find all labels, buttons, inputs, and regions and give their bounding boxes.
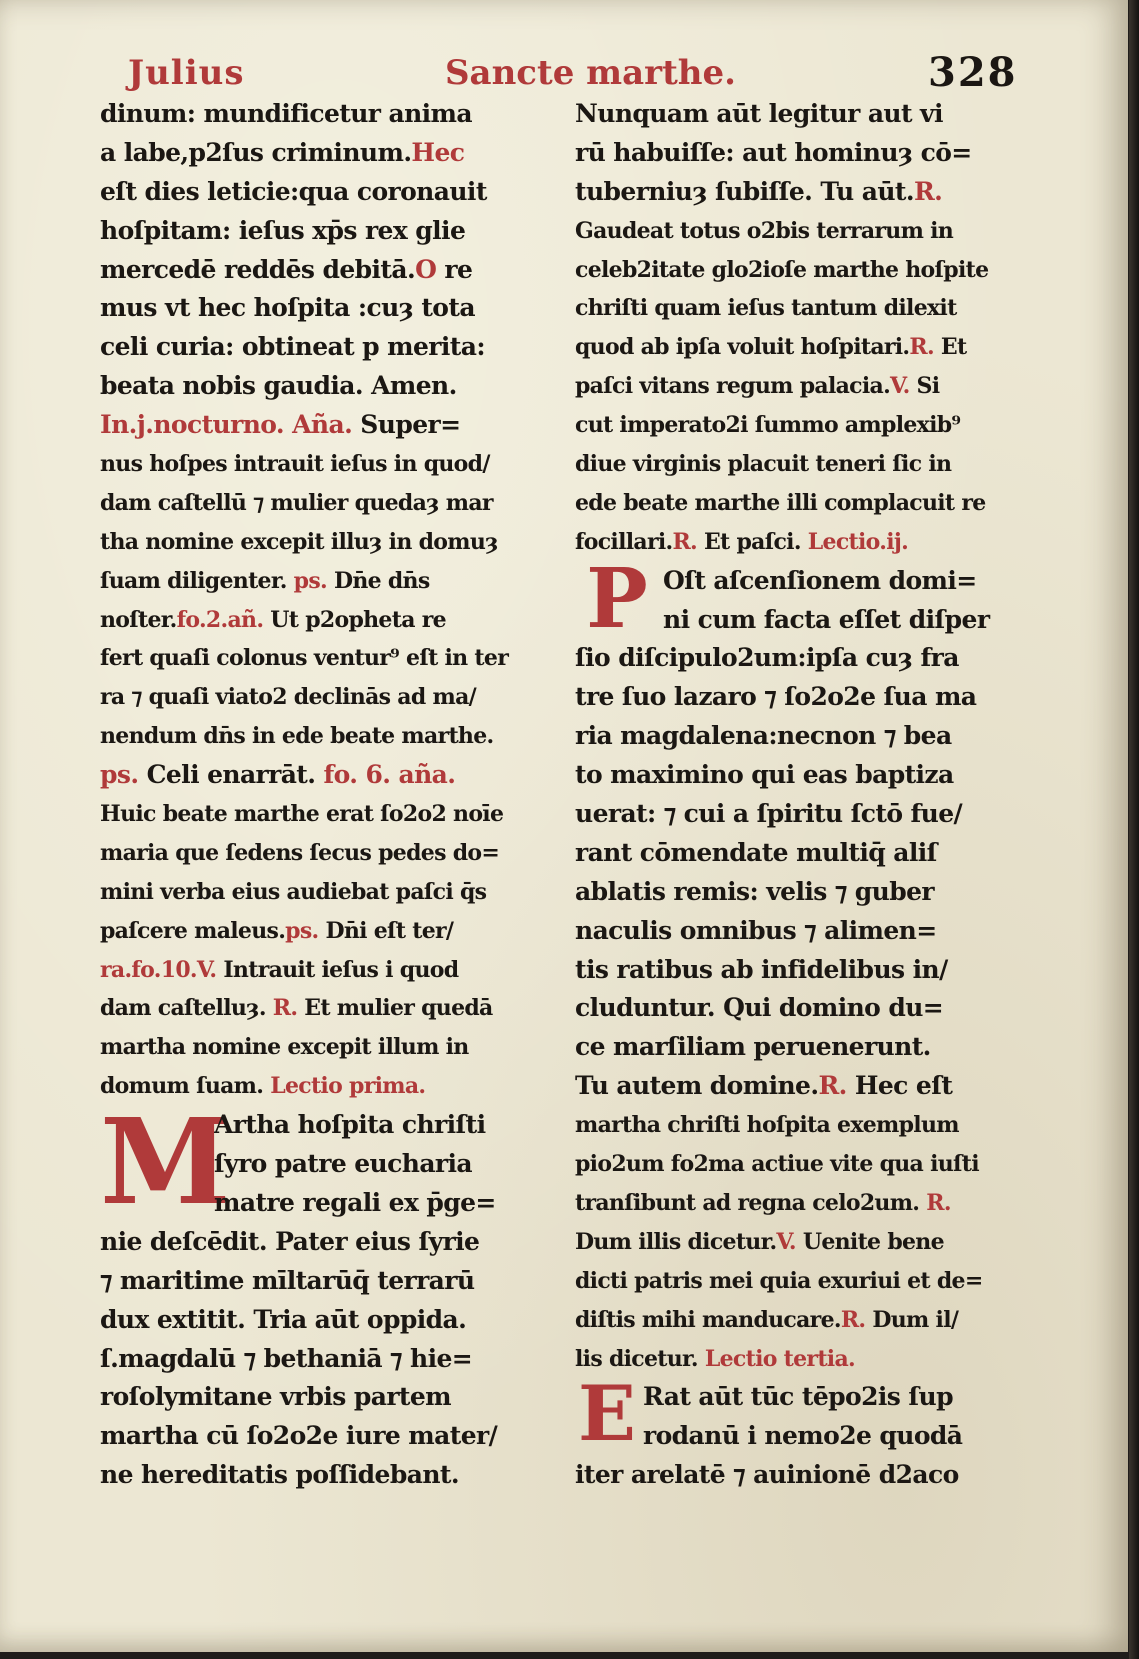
text-line: cluduntur. Qui domino du= [575, 993, 944, 1023]
right-column [575, 95, 1015, 1495]
text-line: Artha hoſpita chriſti [214, 1110, 486, 1140]
text-line: Nunquam aūt legitur aut vi [575, 99, 943, 128]
text-line: dicti patris mei quia exuriui et de= [575, 1267, 983, 1294]
rubric-ps: ps. [293, 567, 327, 594]
text-line: ablatis remis: velis ⁊ guber [575, 876, 934, 906]
text-line: nus hoſpes intrauit ieſus in quod/ [100, 451, 490, 478]
lectio-secunda-block [575, 550, 1015, 647]
text-line: pio2um fo2ma actiue vite qua iuſti [575, 1151, 979, 1178]
text-line: eſt dies leticie:qua coronauit [100, 176, 487, 206]
text-line: Oſt aſcenſionem domi= [663, 565, 977, 595]
text-line: Dum illis dicetur.V. Uenite bene [575, 1228, 944, 1255]
text-line: ⁊ maritime mīltarūq̄ terrarū [100, 1265, 475, 1295]
text-line: Rat aūt tūc tēpo2is ſup [643, 1382, 953, 1412]
text-line: uerat: ⁊ cui a ſpiritu ſctō fue/ [575, 799, 963, 829]
text-line: tre ſuo lazaro ⁊ ſo2o2e ſua ma [575, 682, 977, 712]
text-line: domum ſuam. Lectio prima. [100, 1073, 426, 1100]
text-line: tha nomine excepit illuȝ in domuȝ [100, 528, 498, 555]
lectio-prima-block [100, 1092, 530, 1232]
text-line: Tu autem domine.R. Hec eſt [575, 1071, 953, 1101]
rubric-folio: fo.2.añ. [176, 606, 264, 633]
rubric-ps: ps. [285, 917, 319, 944]
red-initial-m: M [100, 1092, 231, 1232]
text-line: noſter.fo.2.añ. Ut p2opheta re [100, 606, 446, 633]
rubric-response: R. [840, 1306, 866, 1333]
text-line: ra ⁊ quaſi viato2 declinās ad ma/ [100, 684, 476, 711]
rubric-line: In.j.nocturno. Aña. Super= [100, 410, 461, 440]
red-initial-o: O [415, 254, 437, 284]
text-line: celi curia: obtineat p merita: [100, 332, 485, 362]
text-line: fert quaſi colonus ventur⁹ eſt in ter [100, 645, 509, 672]
text-line: ede beate marthe illi complacuit re [575, 489, 986, 516]
text-line: martha cū ſo2o2e iure mater/ [100, 1421, 498, 1451]
text-line: nie deſcēdit. Pater eius ſyrie [100, 1226, 480, 1256]
rubric-versicle: V. [776, 1228, 796, 1255]
text-line: quod ab ipſa voluit hoſpitari.R. Et [575, 334, 967, 361]
rubric-versicle: ra.fo.10.V. [100, 956, 217, 983]
text-line: ni cum facta eſſet diſper [663, 604, 990, 634]
text-line: hoſpitam: ieſus xp̄s rex glie [100, 215, 466, 245]
text-line: ra.fo.10.V. Intrauit ieſus i quod [100, 956, 459, 983]
text-line: ria magdalena:necnon ⁊ bea [575, 721, 952, 751]
text-line: focillari.R. Et paſci. Lectio.ij. [575, 528, 909, 555]
text-line: Huic beate marthe erat ſo2o2 noīe [100, 801, 504, 828]
text-line: dinum: mundificetur anima [100, 99, 472, 128]
text-line: matre regali ex p̄ge= [214, 1187, 496, 1217]
running-head-feast: Sancte marthe. [445, 53, 736, 93]
text-line: ne hereditatis poſſidebant. [100, 1460, 459, 1490]
text-line: ſyro patre eucharia [214, 1149, 472, 1179]
left-column [100, 95, 530, 1495]
text-line: roſolymitane vrbis partem [100, 1382, 451, 1412]
text-line: tis ratibus ab infidelibus in/ [575, 954, 948, 984]
text-line: a labe,p2ſus criminum.Hec [100, 137, 465, 167]
red-initial-hec: Hec [411, 137, 465, 167]
rubric-lectio-prima: Lectio prima. [270, 1073, 426, 1100]
rubric-folio: fo. 6. aña. [323, 760, 456, 790]
text-line: mini verba eius audiebat paſci q̄s [100, 878, 487, 905]
rubric-response: R. [272, 995, 298, 1022]
text-line: dam caſtellū ⁊ mulier quedaȝ mar [100, 489, 493, 516]
text-line: dam caſtelluȝ. R. Et mulier quedā [100, 995, 493, 1022]
red-initial-p: P [586, 550, 648, 647]
text-line: rant cōmendate multiq̄ aliſ [575, 837, 937, 867]
rubric-response: R. [818, 1071, 847, 1101]
text-line: celeb2itate glo2ioſe marthe hoſpite [575, 256, 989, 283]
text-line: martha chriſti hoſpita exemplum [575, 1112, 959, 1139]
text-line: ſuam diligenter. ps. Dn̄e dn̄s [100, 567, 430, 594]
text-line: to maximino qui eas baptiza [575, 760, 954, 790]
text-line: mercedē reddēs debitā.O re [100, 254, 473, 284]
text-line: ſio diſcipulo2um:ipſa cuȝ fra [575, 643, 959, 673]
red-initial-e: E [578, 1369, 636, 1459]
rubric-response: R. [926, 1189, 951, 1216]
rubric-nocturno: In.j.nocturno. Aña. [100, 410, 353, 440]
text-line: diue virginis placuit teneri ſic in [575, 451, 952, 478]
rubric-response: R. [672, 528, 698, 555]
text-line: ce marſiliam peruenerunt. [575, 1032, 931, 1062]
lectio-tertia-block [575, 1369, 1015, 1459]
text-line: beata nobis gaudia. Amen. [100, 371, 457, 401]
text-line: ps. Celi enarrāt. fo. 6. aña. [100, 760, 456, 790]
text-line: dux extitit. Tria aūt oppida. [100, 1304, 467, 1334]
text-line: cut imperato2i ſummo amplexib⁹ [575, 412, 961, 439]
text-line: nendum dn̄s in ede beate marthe. [100, 723, 494, 750]
rubric-versicle: V. [890, 373, 910, 400]
folio-number: 328 [928, 49, 1018, 96]
text-line: ſ.magdalū ⁊ bethaniā ⁊ hie= [100, 1343, 473, 1373]
text-line: rū habuiſſe: aut hominuȝ cō= [575, 137, 972, 167]
rubric-ps: ps. [100, 760, 139, 790]
text-line: iter arelatē ⁊ auinionē d2aco [575, 1460, 959, 1490]
text-line: diſtis mihi manducare.R. Dum il/ [575, 1306, 959, 1333]
rubric-lectio-tertia: Lectio tertia. [704, 1345, 855, 1372]
text-line: paſcere maleus.ps. Dn̄i eſt ter/ [100, 917, 454, 944]
rubric-response: R. [909, 334, 934, 361]
rubric-response: R. [913, 176, 943, 206]
running-head-month: Julius [128, 53, 245, 93]
text-line: mus vt hec hoſpita :cuȝ tota [100, 293, 475, 323]
text-line: maria que ſedens ſecus pedes do= [100, 839, 500, 866]
text-line: chriſti quam ieſus tantum dilexit [575, 295, 957, 322]
text-line: paſci vitans regum palacia.V. Si [575, 373, 940, 400]
text-line: tuberniuȝ ſubiſſe. Tu aūt.R. [575, 176, 943, 206]
rubric-lectio-secunda: Lectio.ij. [807, 528, 909, 555]
text-line: Gaudeat totus o2bis terrarum in [575, 217, 954, 244]
page-edge-shadow [1129, 0, 1139, 1659]
text-line: martha nomine excepit illum in [100, 1034, 469, 1061]
text-line: rodanū i nemo2e quodā [643, 1421, 963, 1451]
text-line: lis dicetur. Lectio tertia. [575, 1345, 855, 1372]
text-line: tranſibunt ad regna celo2um. R. [575, 1189, 951, 1216]
text-line: naculis omnibus ⁊ alimen= [575, 915, 937, 945]
